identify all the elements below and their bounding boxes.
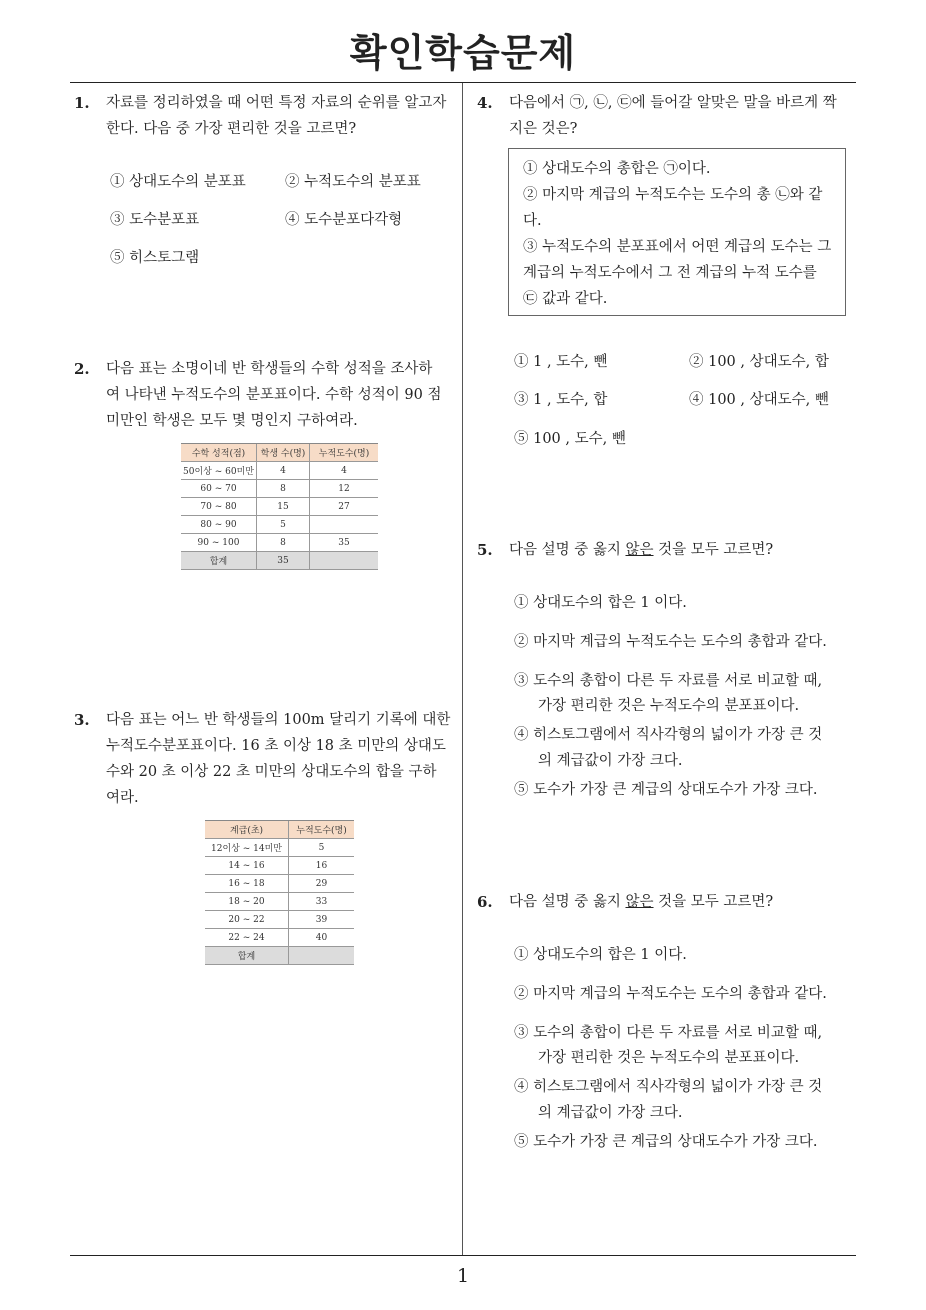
option-4[interactable]: ④ 100 , 상대도수, 뺀 [689,392,829,408]
question-text [509,889,773,915]
table-row [205,893,354,911]
option-4-continued: 의 계급값이 가장 크다. [538,753,683,769]
table-header: 누적도수(명) [289,821,355,839]
column-divider [462,83,463,1255]
table-cell: 50이상 ~ 60미만 [181,462,257,480]
table-cell: 18 ~ 20 [205,893,289,911]
table-cell: 20 ~ 22 [205,911,289,929]
box-line: ③ 누적도수의 분포표에서 어떤 계급의 도수는 그 [523,239,832,255]
table-cell: 4 [257,462,310,480]
table-cell: 80 ~ 90 [181,516,257,534]
box-line: ㉢ 값과 같다. [523,291,608,307]
question-text-post: 것을 모두 고르면? [653,542,774,558]
table-cell [310,516,379,534]
question-2 [74,356,459,436]
statement-box [508,148,846,316]
table-row [181,498,378,516]
bottom-rule [70,1255,856,1256]
table-cell: 39 [289,911,355,929]
question-number: 3. [74,711,90,729]
option-5[interactable]: ⑤ 히스토그램 [110,250,200,266]
question-text-pre: 다음 설명 중 옳지 [509,894,626,910]
table-cell: 14 ~ 16 [205,857,289,875]
question-line: 미만인 학생은 모두 몇 명인지 구하여라. [106,413,358,429]
table-cell: 90 ~ 100 [181,534,257,552]
table-cell: 12 [310,480,379,498]
running-record-table [205,820,354,965]
option-2[interactable]: ② 마지막 계급의 누적도수는 도수의 총합과 같다. [514,634,827,650]
table-header: 계급(초) [205,821,289,839]
top-rule [70,82,856,83]
question-line: 자료를 정리하였을 때 어떤 특정 자료의 순위를 알고자 [106,95,447,111]
option-3-continued: 가장 편리한 것은 누적도수의 분포표이다. [538,1050,800,1066]
option-4[interactable]: ④ 도수분포다각형 [285,212,403,228]
question-line: 다음에서 ㉠, ㉡, ㉢에 들어갈 알맞은 말을 바르게 짝 [509,95,837,111]
option-3[interactable]: ③ 도수의 총합이 다른 두 자료를 서로 비교할 때, [514,1025,823,1041]
question-text [106,90,446,142]
table-cell: 합계 [181,552,257,570]
option-4[interactable]: ④ 히스토그램에서 직사각형의 넓이가 가장 큰 것 [514,1079,823,1095]
table-cell: 합계 [205,947,289,965]
table-header-row [181,444,378,462]
table-cell: 40 [289,929,355,947]
table-row [205,857,354,875]
table-cell: 35 [257,552,310,570]
table-cell: 4 [310,462,379,480]
table-cell [289,947,355,965]
option-3-continued: 가장 편리한 것은 누적도수의 분포표이다. [538,698,800,714]
option-3[interactable]: ③ 도수분포표 [110,212,200,228]
question-number: 6. [477,893,493,911]
table-row [205,875,354,893]
table-cell: 15 [257,498,310,516]
question-line: 다음 표는 어느 반 학생들의 100m 달리기 기록에 대한 [106,712,451,728]
math-score-table [181,443,378,570]
option-1[interactable]: ① 상대도수의 합은 1 이다. [514,947,687,963]
table-cell: 27 [310,498,379,516]
question-4 [477,90,862,145]
option-1[interactable]: ① 상대도수의 분포표 [110,174,246,190]
table-cell: 12이상 ~ 14미만 [205,839,289,857]
table-cell: 5 [289,839,355,857]
table-header: 학생 수(명) [257,444,310,462]
table-row [181,534,378,552]
question-line: 누적도수분포표이다. 16 초 이상 18 초 미만의 상대도 [106,738,446,754]
option-2[interactable]: ② 마지막 계급의 누적도수는 도수의 총합과 같다. [514,986,827,1002]
option-2[interactable]: ② 누적도수의 분포표 [285,174,421,190]
question-number: 2. [74,360,90,378]
table-cell: 8 [257,534,310,552]
table-cell: 16 [289,857,355,875]
question-text-pre: 다음 설명 중 옳지 [509,542,626,558]
underlined-word: 않은 [625,542,654,558]
table-row [181,516,378,534]
question-3 [74,707,459,817]
question-6 [477,889,862,917]
question-text-post: 것을 모두 고르면? [653,894,774,910]
table-cell [310,552,379,570]
table-total-row [205,947,354,965]
table-cell: 29 [289,875,355,893]
question-text [106,356,441,434]
table-cell: 16 ~ 18 [205,875,289,893]
option-5[interactable]: ⑤ 도수가 가장 큰 계급의 상대도수가 가장 크다. [514,782,818,798]
table-row [205,911,354,929]
box-line: 다. [523,213,542,229]
option-3[interactable]: ③ 도수의 총합이 다른 두 자료를 서로 비교할 때, [514,673,823,689]
question-line: 여라. [106,790,139,806]
box-line: ② 마지막 계급의 누적도수는 도수의 총 ㉡와 같 [523,187,823,203]
question-text [509,90,837,142]
table-header-row [205,821,354,839]
option-5[interactable]: ⑤ 100 , 도수, 뺀 [514,431,626,447]
question-line: 한다. 다음 중 가장 편리한 것을 고르면? [106,121,357,137]
table-header: 누적도수(명) [310,444,379,462]
option-3[interactable]: ③ 1 , 도수, 합 [514,392,608,408]
question-1 [74,90,459,290]
table-cell: 8 [257,480,310,498]
table-cell: 70 ~ 80 [181,498,257,516]
question-number: 1. [74,94,90,112]
table-row [205,929,354,947]
box-line: 계급의 누적도수에서 그 전 계급의 누적 도수를 [523,265,817,281]
table-total-row [181,552,378,570]
question-number: 5. [477,541,493,559]
page-title: 확인학습문제 [349,31,577,75]
question-line: 수와 20 초 이상 22 초 미만의 상대도수의 합을 구하 [106,764,437,780]
option-1[interactable]: ① 상대도수의 합은 1 이다. [514,595,687,611]
table-header: 수학 성적(점) [181,444,257,462]
table-cell: 5 [257,516,310,534]
box-line: ① 상대도수의 총합은 ㉠이다. [523,161,711,177]
question-5 [477,537,862,565]
table-cell: 33 [289,893,355,911]
underlined-word: 않은 [625,894,654,910]
option-5[interactable]: ⑤ 도수가 가장 큰 계급의 상대도수가 가장 크다. [514,1134,818,1150]
table-cell: 35 [310,534,379,552]
question-line: 다음 표는 소명이네 반 학생들의 수학 성적을 조사하 [106,361,433,377]
question-line: 지은 것은? [509,121,578,137]
option-4[interactable]: ④ 히스토그램에서 직사각형의 넓이가 가장 큰 것 [514,727,823,743]
question-line: 여 나타낸 누적도수의 분포표이다. 수학 성적이 90 점 [106,387,442,403]
question-text [509,537,773,563]
question-number: 4. [477,94,493,112]
option-2[interactable]: ② 100 , 상대도수, 합 [689,354,829,370]
option-4-continued: 의 계급값이 가장 크다. [538,1105,683,1121]
table-cell: 60 ~ 70 [181,480,257,498]
option-1[interactable]: ① 1 , 도수, 뺀 [514,354,608,370]
table-row [205,839,354,857]
page-number: 1 [456,1265,470,1287]
table-cell: 22 ~ 24 [205,929,289,947]
table-row [181,462,378,480]
question-text [106,707,450,811]
table-row [181,480,378,498]
